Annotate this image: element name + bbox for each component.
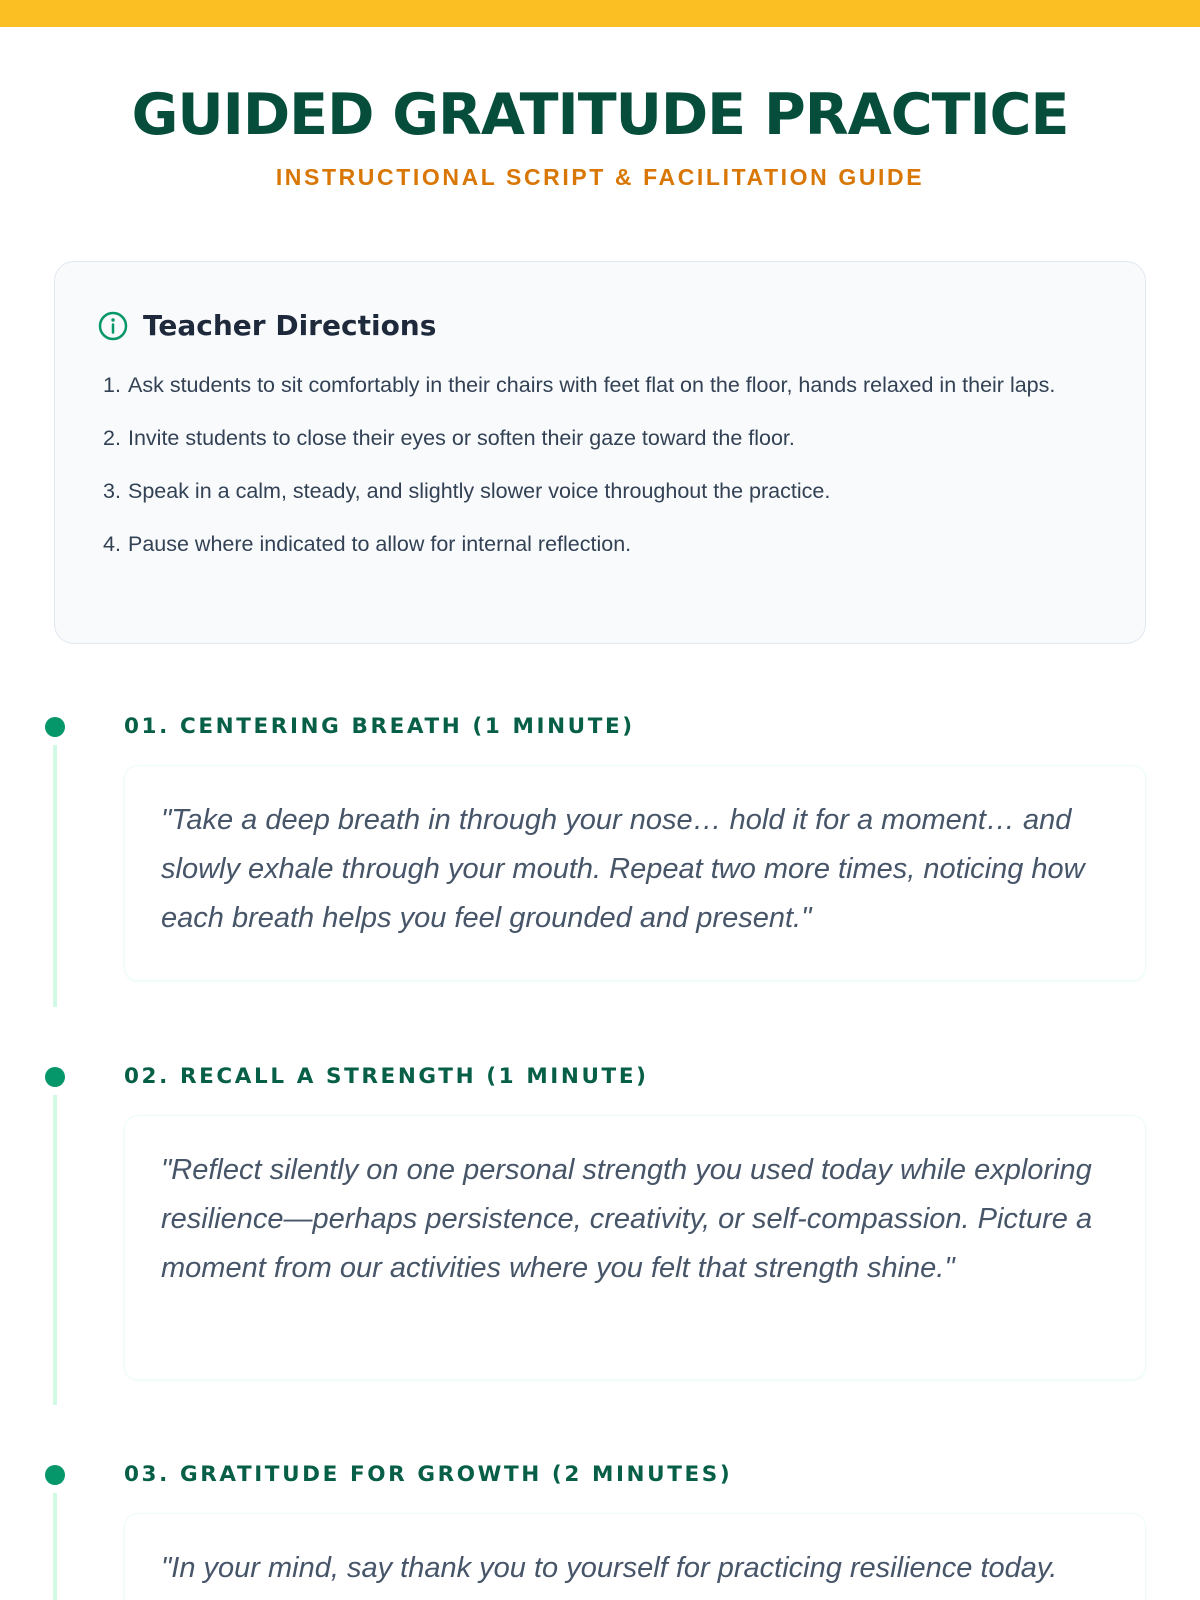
timeline-line: [53, 1493, 57, 1600]
script-quote: "Reflect silently on one personal strength you used today while exploring resilience—perhaps persistence, creativity, or self-compassion. Picture a moment from our activities where you felt that strength shine.": [161, 1154, 1093, 1284]
list-number: 1.: [103, 373, 121, 397]
list-item: [103, 422, 1103, 455]
list-number: 2.: [103, 426, 121, 450]
list-text: Ask students to sit comfortably in their chairs with feet flat on the floor, hands relaxed in their laps.: [128, 373, 1056, 397]
top-accent-bar: [0, 0, 1200, 27]
timeline-dot: [45, 1465, 65, 1485]
timeline-dot: [45, 1067, 65, 1087]
list-item: [103, 475, 1103, 508]
directions-title: Teacher Directions: [143, 309, 437, 342]
list-item: [103, 528, 1103, 561]
list-text: Speak in a calm, steady, and slightly slower voice throughout the practice.: [128, 479, 831, 503]
script-card: [124, 765, 1146, 981]
timeline-line: [53, 745, 57, 1007]
script-card: [124, 1115, 1146, 1380]
script-card: [124, 1513, 1146, 1600]
directions-header: [97, 306, 436, 346]
timeline-dot: [45, 717, 65, 737]
directions-list: [103, 369, 1103, 581]
step-heading: 03. GRATITUDE FOR GROWTH (2 MINUTES): [124, 1462, 733, 1487]
script-quote: "In your mind, say thank you to yourself for practicing resilience today.: [161, 1552, 1058, 1584]
teacher-directions-card: [54, 261, 1146, 644]
list-text: Pause where indicated to allow for internal reflection.: [128, 532, 632, 556]
page-subtitle: INSTRUCTIONAL SCRIPT & FACILITATION GUIDE: [275, 164, 925, 190]
list-number: 4.: [103, 532, 121, 556]
list-item: [103, 369, 1103, 402]
list-number: 3.: [103, 479, 121, 503]
info-icon: [97, 310, 129, 342]
timeline-line: [53, 1095, 57, 1405]
page-title: GUIDED GRATITUDE PRACTICE: [131, 82, 1069, 148]
step-heading: 01. CENTERING BREATH (1 MINUTE): [124, 714, 635, 739]
script-quote: "Take a deep breath in through your nose… hold it for a moment… and slowly exhale through your mouth. Repeat two more times, noticing how each breath helps you feel grounded and present.": [161, 804, 1085, 934]
list-text: Invite students to close their eyes or soften their gaze toward the floor.: [128, 426, 795, 450]
step-heading: 02. RECALL A STRENGTH (1 MINUTE): [124, 1064, 649, 1089]
